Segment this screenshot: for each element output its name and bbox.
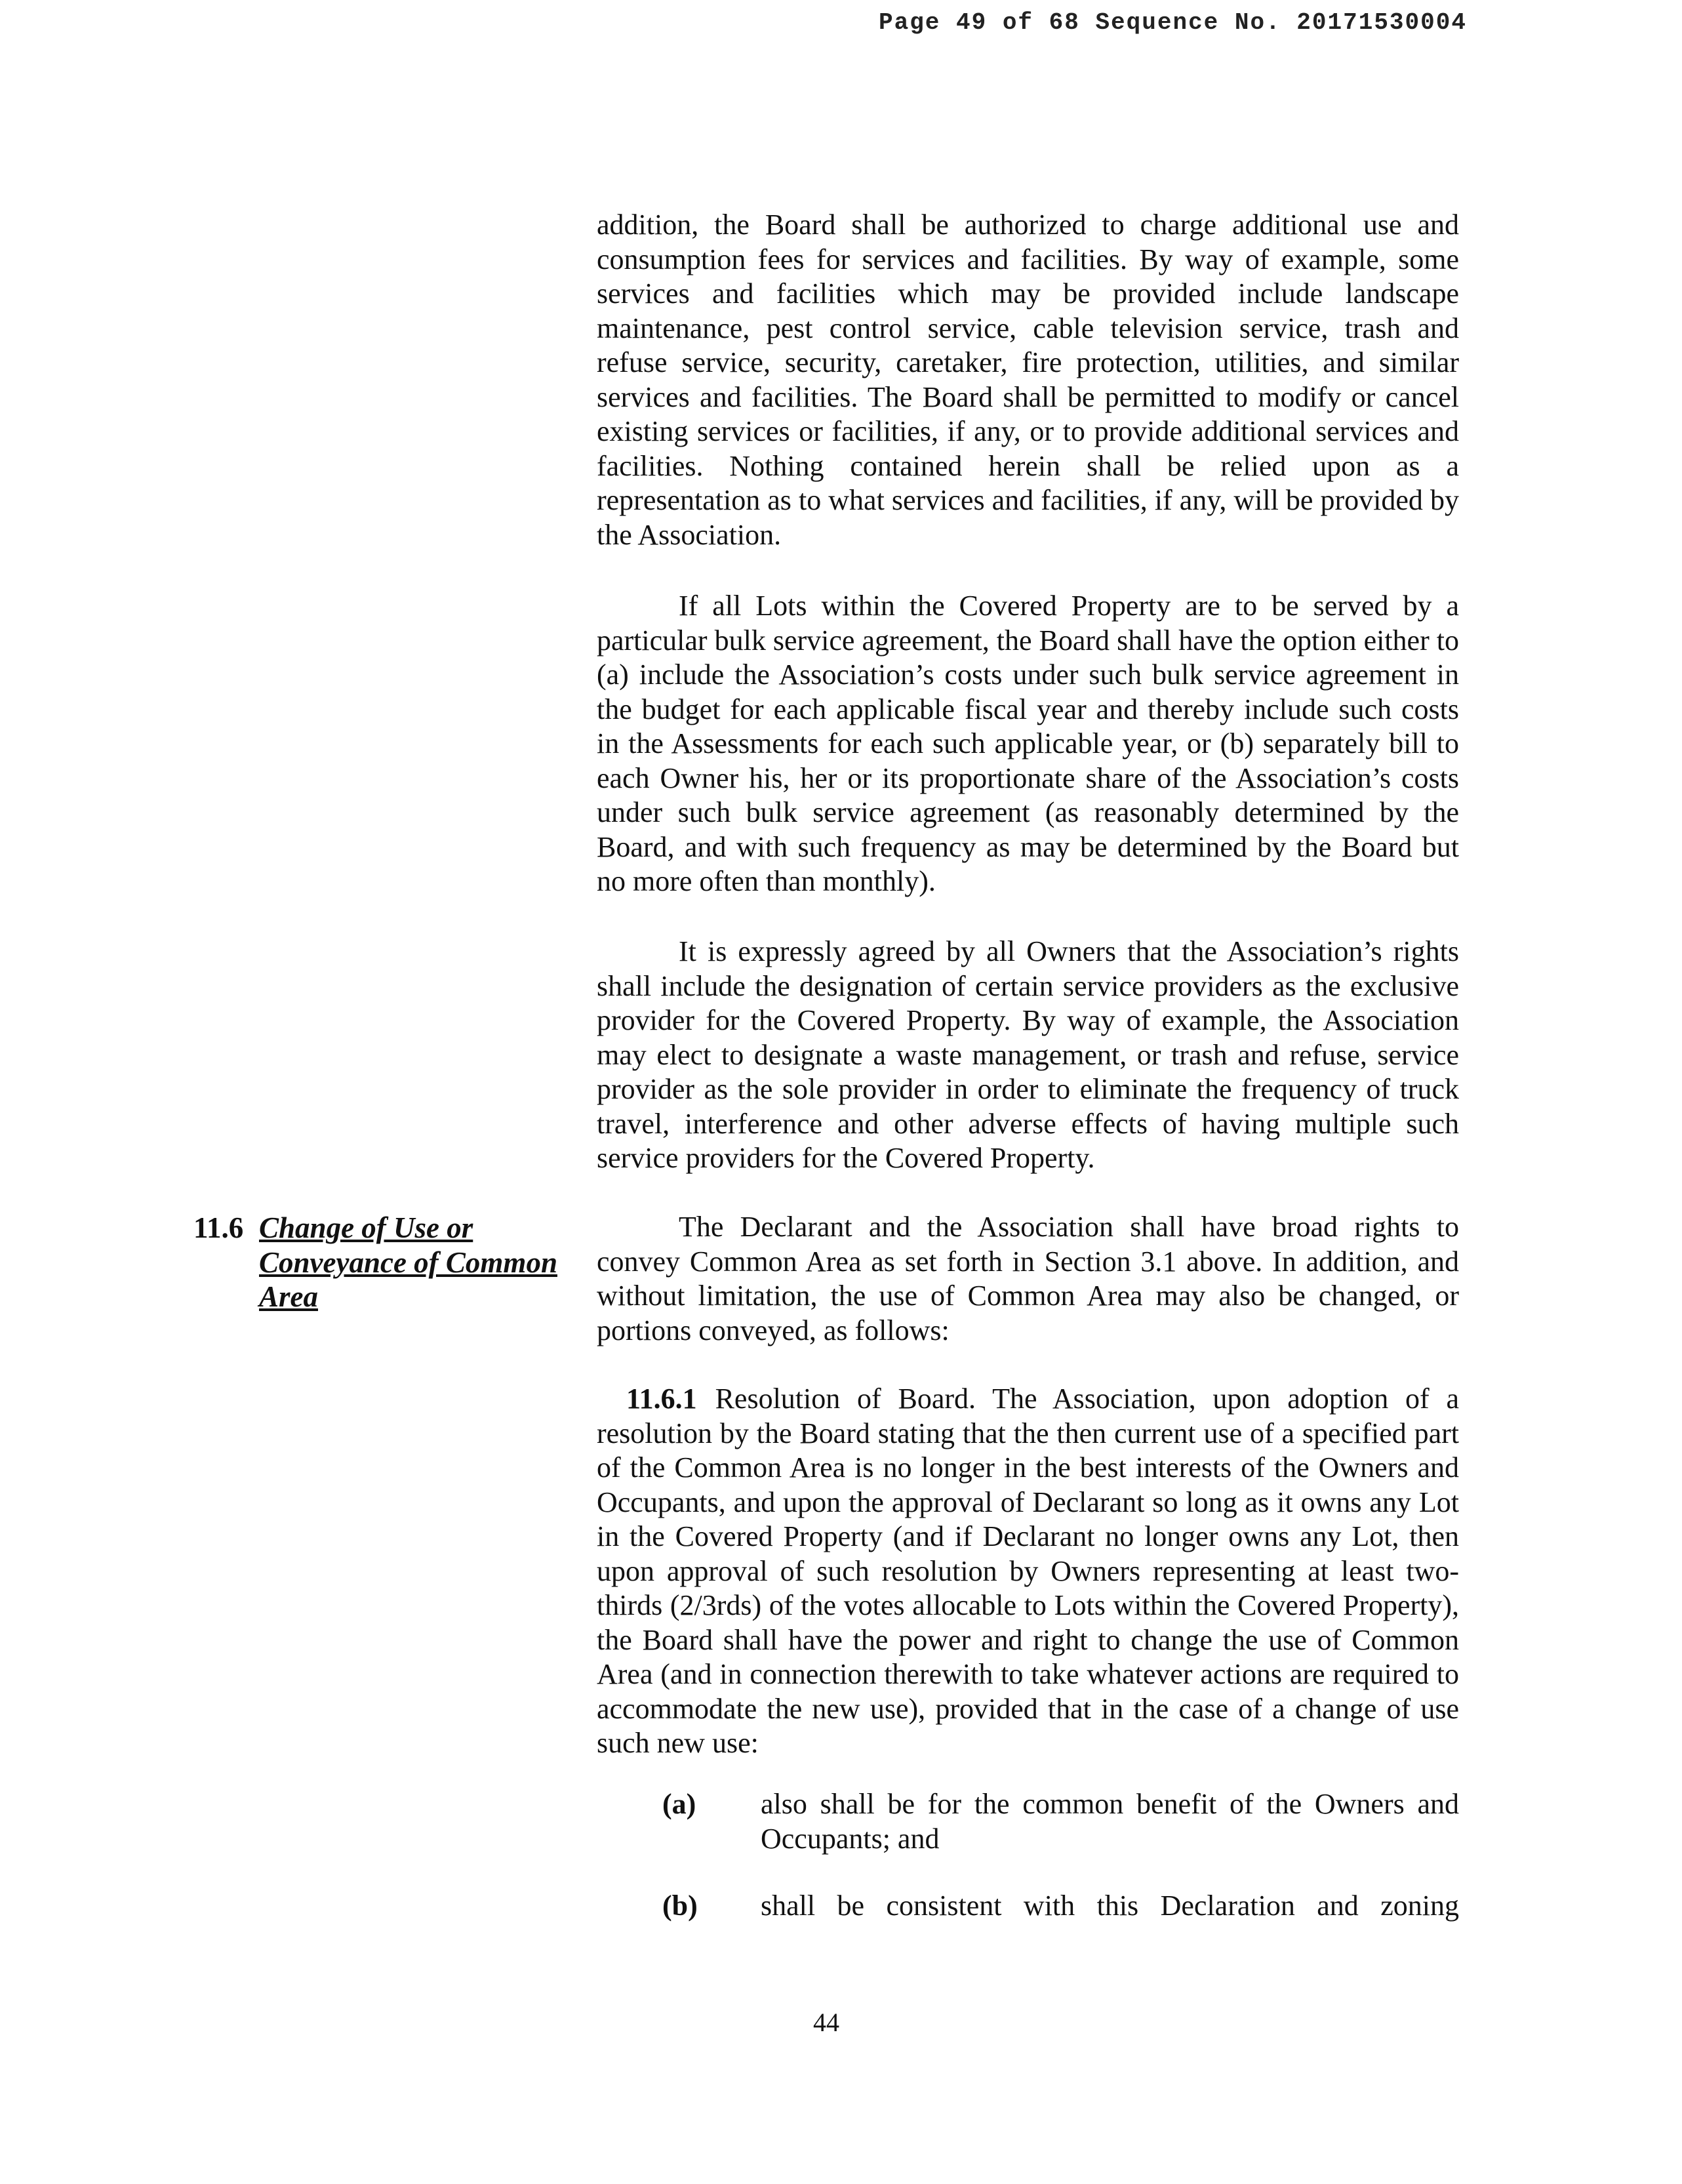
list-marker-a: (a) (662, 1788, 696, 1820)
list-marker-b: (b) (662, 1890, 698, 1922)
section-title: Change of Use or Conveyance of Common Area (259, 1211, 557, 1313)
paragraph-exclusive-provider: It is expressly agreed by all Owners that the Association’s rights shall include the designation of certain service providers as the exclusive provider for the Covered Property. By way of example, the Association may elect to designate a waste management, or trash and refuse, service provider as the sole provider in order to eliminate the frequency of truck travel, interference and other adverse effects of having multiple such service providers for the Covered Property. (597, 935, 1459, 1174)
paragraph-bulk-service-agreement: If all Lots within the Covered Property are to be served by a particular bulk service agreement, the Board shall have the option either to (a) include the Association’s costs under such bulk service agreement in the budget for each applicable fiscal year and thereby include such costs in the Assessments for each such applicable year, or (b) separately bill to each Owner his, her or its proportionate share of the Association’s costs under such bulk service agreement (as reasonably determined by the Board, and with such frequency as may be determined by the Board but no more often than monthly). (597, 590, 1459, 897)
subsection-11-6-1 (597, 1382, 1459, 1761)
section-number: 11.6 (193, 1211, 244, 1244)
list-text-b: shall be consistent with this Declaration and zoning (761, 1890, 1459, 1922)
page-sequence-header: Page 49 of 68 Sequence No. 20171530004 (879, 9, 1467, 36)
paragraph-fees-services: addition, the Board shall be authorized to charge additional use and consumption fees for services and facilities. By way of example, some services and facilities which may be provided include landscape maintenance, pest control service, cable television service, trash and refuse service, security, caretaker, fire protection, utilities, and similar services and facilities. The Board shall be permitted to modify or cancel existing services or facilities, if any, or to provide additional services and facilities. Nothing contained herein shall be relied upon as a representation as to what services and facilities, if any, will be provided by the Association. (597, 209, 1459, 551)
subsection-text: Resolution of Board. The Association, upon adoption of a resolution by the Board stating that the then current use of a specified part of the Common Area is no longer in the best interests of the Owners and Occupants, and upon the approval of Declarant so long as it owns any Lot in the Covered Property (and if Declarant no longer owns any Lot, then upon approval of such resolution by Owners representing at least two-thirds (2/3rds) of the votes allocable to Lots within the Covered Property), the Board shall have the power and right to change the use of Common Area (and in connection therewith to take whatever actions are required to accommodate the new use), provided that in the case of a change of use such new use: (597, 1383, 1459, 1759)
subsection-number: 11.6.1 (626, 1383, 697, 1415)
page-number: 44 (813, 2008, 839, 2037)
list-text-a: also shall be for the common benefit of the Owners and Occupants; and (761, 1788, 1459, 1855)
paragraph-change-of-use: The Declarant and the Association shall have broad rights to convey Common Area as set forth in Section 3.1 above. In addition, and without limitation, the use of Common Area may also be changed, or portions conveyed, as follows: (597, 1211, 1459, 1346)
